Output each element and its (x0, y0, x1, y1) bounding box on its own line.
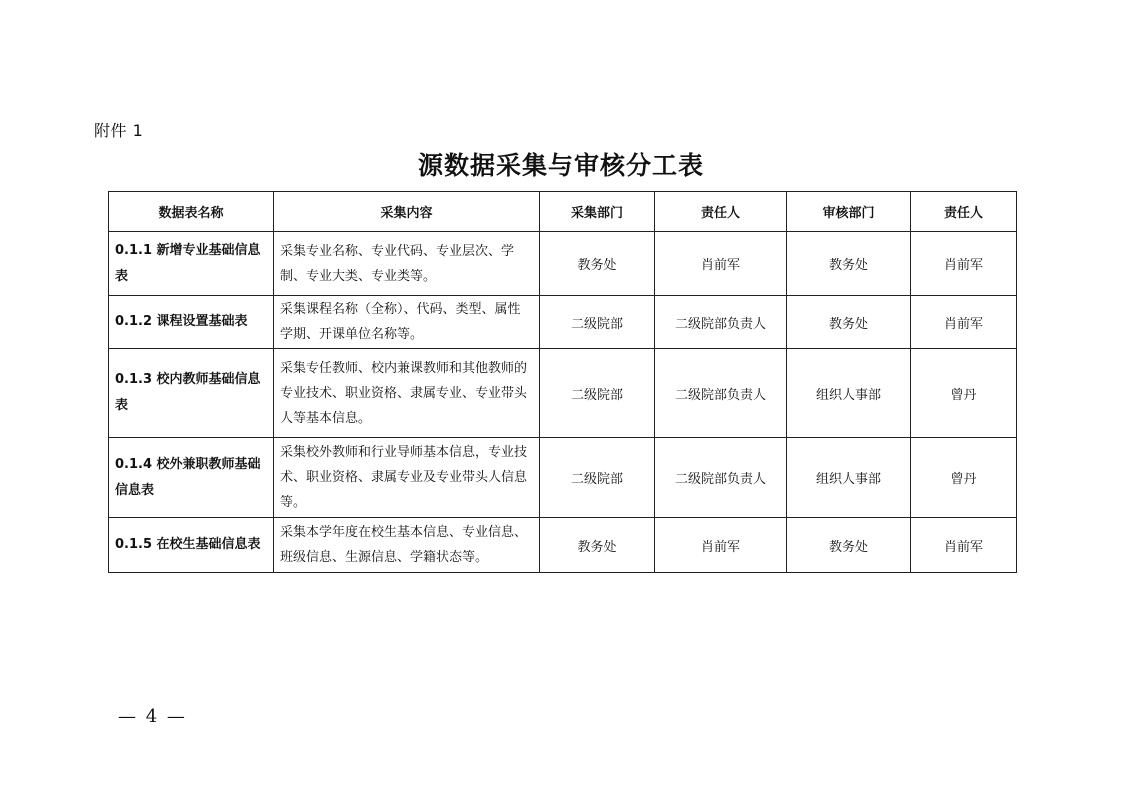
row-table-name: 0.1.4 校外兼职教师基础信息表 (109, 438, 274, 518)
row-collect-dept: 教务处 (540, 232, 655, 296)
row-review-owner: 曾丹 (911, 349, 1017, 438)
row-table-name: 0.1.1 新增专业基础信息表 (109, 232, 274, 296)
row-review-dept: 教务处 (787, 296, 911, 349)
row-review-owner: 肖前军 (911, 232, 1017, 296)
row-review-dept: 教务处 (787, 518, 911, 573)
row-collect-dept: 二级院部 (540, 438, 655, 518)
table-row (109, 232, 1017, 296)
header-review-dept: 审核部门 (787, 192, 911, 232)
header-collect-content: 采集内容 (274, 192, 540, 232)
attachment-label: 附件 1 (94, 121, 144, 140)
row-review-owner: 肖前军 (911, 518, 1017, 573)
row-collect-content: 采集专任教师、校内兼课教师和其他教师的专业技术、职业资格、隶属专业、专业带头人等基本信息。 (274, 349, 540, 438)
row-collect-owner: 二级院部负责人 (655, 296, 787, 349)
table-row (109, 349, 1017, 438)
division-of-work-table (108, 191, 1017, 573)
table-row (109, 296, 1017, 349)
row-collect-owner: 肖前军 (655, 232, 787, 296)
header-table-name: 数据表名称 (109, 192, 274, 232)
row-table-name: 0.1.3 校内教师基础信息表 (109, 349, 274, 438)
table-row (109, 438, 1017, 518)
row-collect-owner: 肖前军 (655, 518, 787, 573)
row-collect-content: 采集专业名称、专业代码、专业层次、学制、专业大类、专业类等。 (274, 232, 540, 296)
row-collect-dept: 二级院部 (540, 296, 655, 349)
row-collect-content: 采集本学年度在校生基本信息、专业信息、班级信息、生源信息、学籍状态等。 (274, 518, 540, 573)
row-collect-content: 采集校外教师和行业导师基本信息，专业技术、职业资格、隶属专业及专业带头人信息等。 (274, 438, 540, 518)
row-collect-content: 采集课程名称（全称）、代码、类型、属性学期、开课单位名称等。 (274, 296, 540, 349)
row-review-dept: 组织人事部 (787, 349, 911, 438)
table-row (109, 518, 1017, 573)
row-collect-owner: 二级院部负责人 (655, 349, 787, 438)
row-collect-owner: 二级院部负责人 (655, 438, 787, 518)
row-table-name: 0.1.5 在校生基础信息表 (109, 518, 274, 573)
row-review-dept: 教务处 (787, 232, 911, 296)
row-collect-dept: 二级院部 (540, 349, 655, 438)
row-review-owner: 曾丹 (911, 438, 1017, 518)
table-header-row (109, 192, 1017, 232)
page-number: — 4 — (118, 706, 187, 727)
header-collect-owner: 责任人 (655, 192, 787, 232)
row-review-dept: 组织人事部 (787, 438, 911, 518)
header-collect-dept: 采集部门 (540, 192, 655, 232)
header-review-owner: 责任人 (911, 192, 1017, 232)
row-review-owner: 肖前军 (911, 296, 1017, 349)
document-title: 源数据采集与审核分工表 (417, 151, 704, 180)
row-table-name: 0.1.2 课程设置基础表 (109, 296, 274, 349)
row-collect-dept: 教务处 (540, 518, 655, 573)
